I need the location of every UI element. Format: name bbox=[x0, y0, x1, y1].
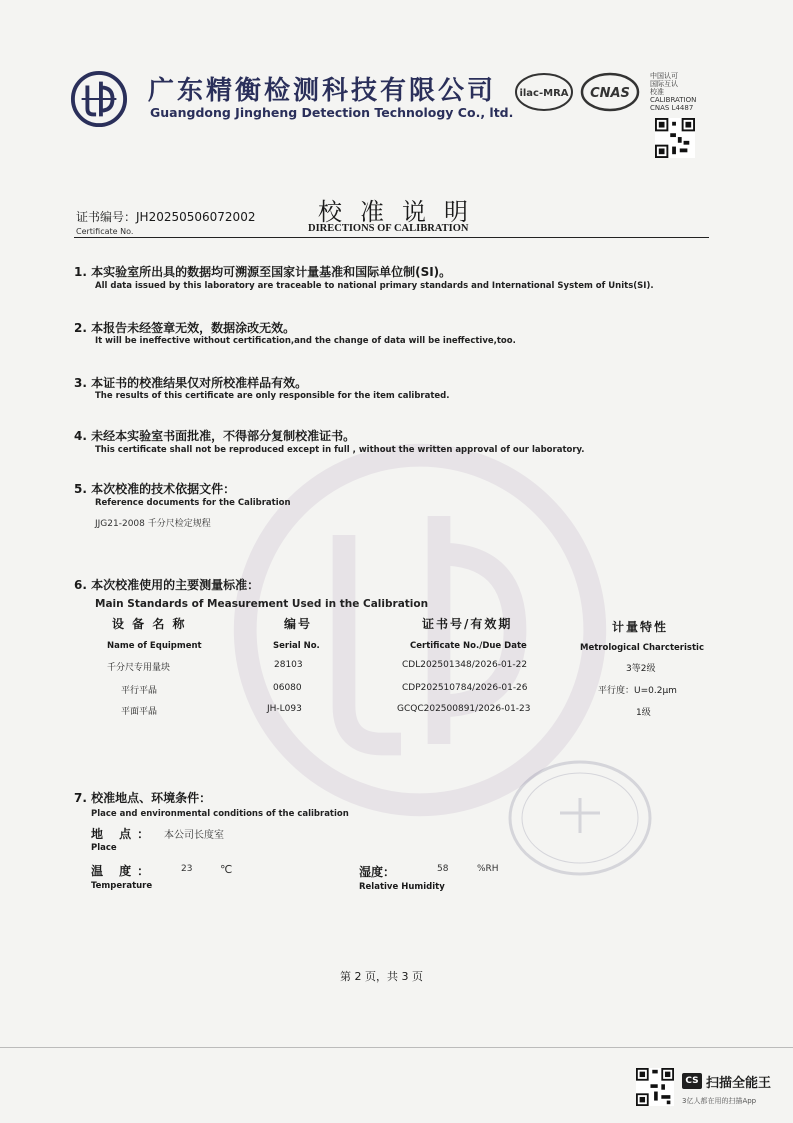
column-header-equipment-en: Name of Equipment bbox=[107, 641, 202, 651]
certificate-number-value: JH20250506072002 bbox=[136, 210, 256, 224]
table-cell: GCQC202500891/2026-01-23 bbox=[397, 704, 531, 714]
place-label: 地 点： bbox=[91, 827, 156, 841]
table-cell: 平行平晶 bbox=[121, 686, 158, 696]
camscanner-tagline: 3亿人都在用的扫描App bbox=[682, 1097, 757, 1105]
humidity-label: 湿度： bbox=[359, 865, 396, 879]
item-4-en: This certificate shall not be reproduced except in full , without the written approval of our laboratory. bbox=[95, 445, 585, 455]
company-seal bbox=[505, 758, 655, 878]
item-2-cn: 2. 本报告未经签章无效，数据涂改无效。 bbox=[74, 321, 296, 335]
table-cell: 1级 bbox=[636, 708, 651, 718]
place-value: 本公司长度室 bbox=[164, 830, 224, 841]
column-header-serial: 编号 bbox=[284, 617, 313, 631]
cnas-label: CNAS bbox=[590, 86, 630, 101]
item-3-cn: 3. 本证书的校准结果仅对所校准样品有效。 bbox=[74, 376, 308, 390]
column-header-certificate: 证书号/有效期 bbox=[422, 617, 513, 631]
table-cell: 28103 bbox=[274, 660, 303, 670]
temperature-value: 23 bbox=[181, 864, 193, 874]
item-6-en: Main Standards of Measurement Used in the Calibration bbox=[95, 598, 429, 610]
company-name-en: Guangdong Jingheng Detection Technology Co., ltd. bbox=[150, 105, 514, 120]
item-3-en: The results of this certificate are only responsible for the item calibrated. bbox=[95, 391, 450, 401]
table-cell: 06080 bbox=[273, 683, 302, 693]
column-header-serial-en: Serial No. bbox=[273, 641, 320, 651]
item-7-cn: 7. 校准地点、环境条件： bbox=[74, 791, 212, 805]
camscanner-logo-icon: CS bbox=[682, 1073, 702, 1089]
ilac-label: ilac-MRA bbox=[519, 88, 569, 99]
item-2-en: It will be ineffective without certification,and the change of data will be ineffective,too. bbox=[95, 336, 516, 346]
column-header-equipment: 设 备 名 称 bbox=[112, 617, 187, 631]
humidity-label-en: Relative Humidity bbox=[359, 882, 445, 892]
table-cell: 平面平晶 bbox=[121, 707, 158, 717]
column-header-metrological: 计量特性 bbox=[612, 620, 669, 634]
company-logo-icon bbox=[70, 70, 128, 128]
cnas-side-line: 中国认可 bbox=[650, 72, 678, 80]
column-header-metrological-en: Metrological Charcteristic bbox=[580, 643, 704, 653]
place-label-en: Place bbox=[91, 843, 117, 853]
page-title-cn: 校准说明 bbox=[318, 198, 486, 226]
cnas-side-line: CALIBRATION bbox=[650, 96, 697, 104]
humidity-value: 58 bbox=[437, 864, 449, 874]
page-number: 第 2 页，共 3 页 bbox=[340, 970, 423, 983]
item-5-en: Reference documents for the Calibration bbox=[95, 498, 291, 508]
scanner-qr-code-icon bbox=[636, 1068, 674, 1106]
page-divider bbox=[0, 1047, 793, 1048]
certificate-number bbox=[76, 208, 255, 225]
table-cell: JH-L093 bbox=[267, 704, 302, 714]
cnas-side-line: 国际互认 bbox=[650, 80, 678, 88]
cnas-side-text bbox=[650, 72, 696, 112]
title-divider bbox=[74, 237, 709, 238]
ilac-mra-logo-icon bbox=[514, 72, 574, 112]
humidity-unit: %RH bbox=[477, 864, 499, 874]
cnas-side-line: 校准 bbox=[650, 88, 664, 96]
cnas-logo-icon bbox=[580, 72, 640, 112]
table-cell: 平行度：U=0.2μm bbox=[598, 686, 677, 696]
qr-code-icon bbox=[654, 118, 696, 158]
company-name-cn: 广东精衡检测科技有限公司 bbox=[148, 76, 497, 106]
reference-document: JJG21-2008 千分尺检定规程 bbox=[95, 519, 211, 529]
item-5-cn: 5. 本次校准的技术依据文件： bbox=[74, 482, 236, 496]
certificate-number-label-en: Certificate No. bbox=[76, 227, 134, 236]
temperature-unit: ℃ bbox=[220, 863, 233, 876]
table-cell: CDL202501348/2026-01-22 bbox=[402, 660, 528, 670]
table-cell: 千分尺专用量块 bbox=[107, 663, 171, 673]
table-cell: CDP202510784/2026-01-26 bbox=[402, 683, 528, 693]
column-header-certificate-en: Certificate No./Due Date bbox=[410, 641, 527, 651]
temperature-label-en: Temperature bbox=[91, 881, 153, 891]
certificate-number-label: 证书编号： bbox=[76, 210, 137, 224]
camscanner-name: 扫描全能王 bbox=[706, 1076, 772, 1091]
item-1-cn: 1. 本实验室所出具的数据均可溯源至国家计量基准和国际单位制(SI)。 bbox=[74, 265, 452, 279]
item-7-en: Place and environmental conditions of the calibration bbox=[91, 809, 349, 819]
item-4-cn: 4. 未经本实验室书面批准，不得部分复制校准证书。 bbox=[74, 429, 356, 443]
temperature-label: 温 度： bbox=[91, 864, 156, 878]
table-cell: 3等2级 bbox=[626, 664, 656, 674]
item-6-cn: 6. 本次校准使用的主要测量标准： bbox=[74, 578, 260, 592]
item-1-en: All data issued by this laboratory are traceable to national primary standards and International System of Units(SI). bbox=[95, 281, 654, 291]
page-title-en: DIRECTIONS OF CALIBRATION bbox=[308, 223, 469, 234]
cnas-side-line: CNAS L4487 bbox=[650, 104, 694, 112]
